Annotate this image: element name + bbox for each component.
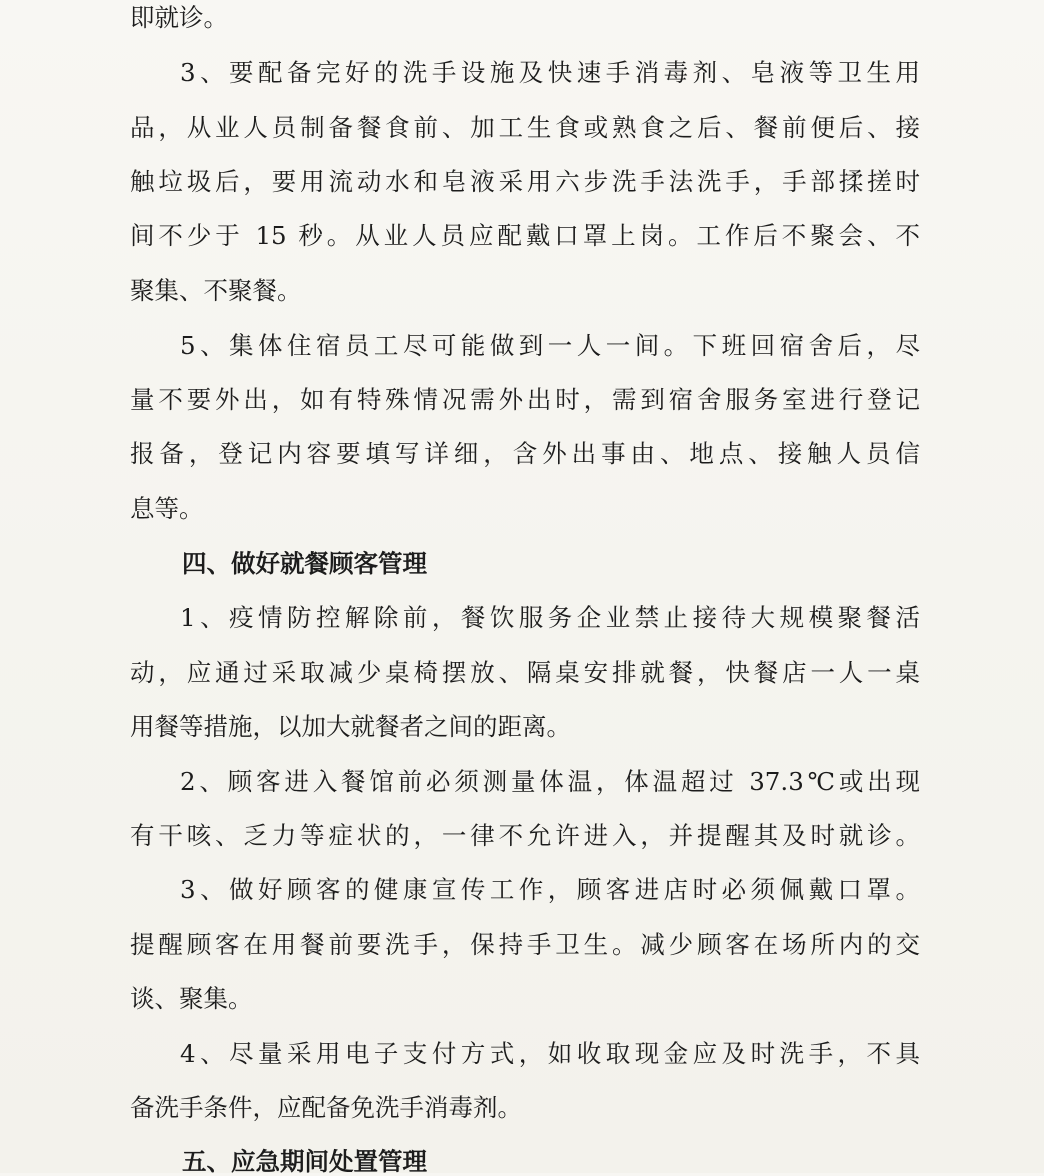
text-line: 有干咳、乏力等症状的，一律不允许进入，并提醒其及时就诊。 xyxy=(130,821,920,850)
text-line: 息等。 xyxy=(130,494,204,523)
text-line: 报备，登记内容要填写详细，含外出事由、地点、接触人员信 xyxy=(130,439,920,468)
text-line: 5、集体住宿员工尽可能做到一人一间。下班回宿舍后，尽 xyxy=(180,331,920,360)
text-line: 谈、聚集。 xyxy=(130,984,253,1013)
text-line: 2、顾客进入餐馆前必须测量体温，体温超过 37.3℃或出现 xyxy=(180,767,920,796)
text-line: 动，应通过采取减少桌椅摆放、隔桌安排就餐，快餐店一人一桌 xyxy=(130,658,920,687)
text-line: 量不要外出，如有特殊情况需外出时，需到宿舍服务室进行登记 xyxy=(130,385,920,414)
text-line: 提醒顾客在用餐前要洗手，保持手卫生。减少顾客在场所内的交 xyxy=(130,930,920,959)
text-line: 1、疫情防控解除前，餐饮服务企业禁止接待大规模聚餐活 xyxy=(180,603,920,632)
text-line: 品，从业人员制备餐食前、加工生食或熟食之后、餐前便后、接 xyxy=(130,113,920,142)
text-line: 聚集、不聚餐。 xyxy=(130,276,302,305)
text-line: 间不少于 15 秒。从业人员应配戴口罩上岗。工作后不聚会、不 xyxy=(130,221,920,250)
text-line: 3、做好顾客的健康宣传工作，顾客进店时必须佩戴口罩。 xyxy=(180,875,920,904)
text-line: 即就诊。 xyxy=(130,3,228,32)
section-heading: 五、应急期间处置管理 xyxy=(182,1147,427,1176)
text-line: 3、要配备完好的洗手设施及快速手消毒剂、皂液等卫生用 xyxy=(180,58,920,87)
text-line: 备洗手条件，应配备免洗手消毒剂。 xyxy=(130,1093,522,1122)
text-line: 4、尽量采用电子支付方式，如收取现金应及时洗手，不具 xyxy=(180,1039,920,1068)
text-line: 用餐等措施，以加大就餐者之间的距离。 xyxy=(130,712,571,741)
section-heading: 四、做好就餐顾客管理 xyxy=(182,549,427,578)
text-line: 触垃圾后，要用流动水和皂液采用六步洗手法洗手，手部揉搓时 xyxy=(130,167,920,196)
